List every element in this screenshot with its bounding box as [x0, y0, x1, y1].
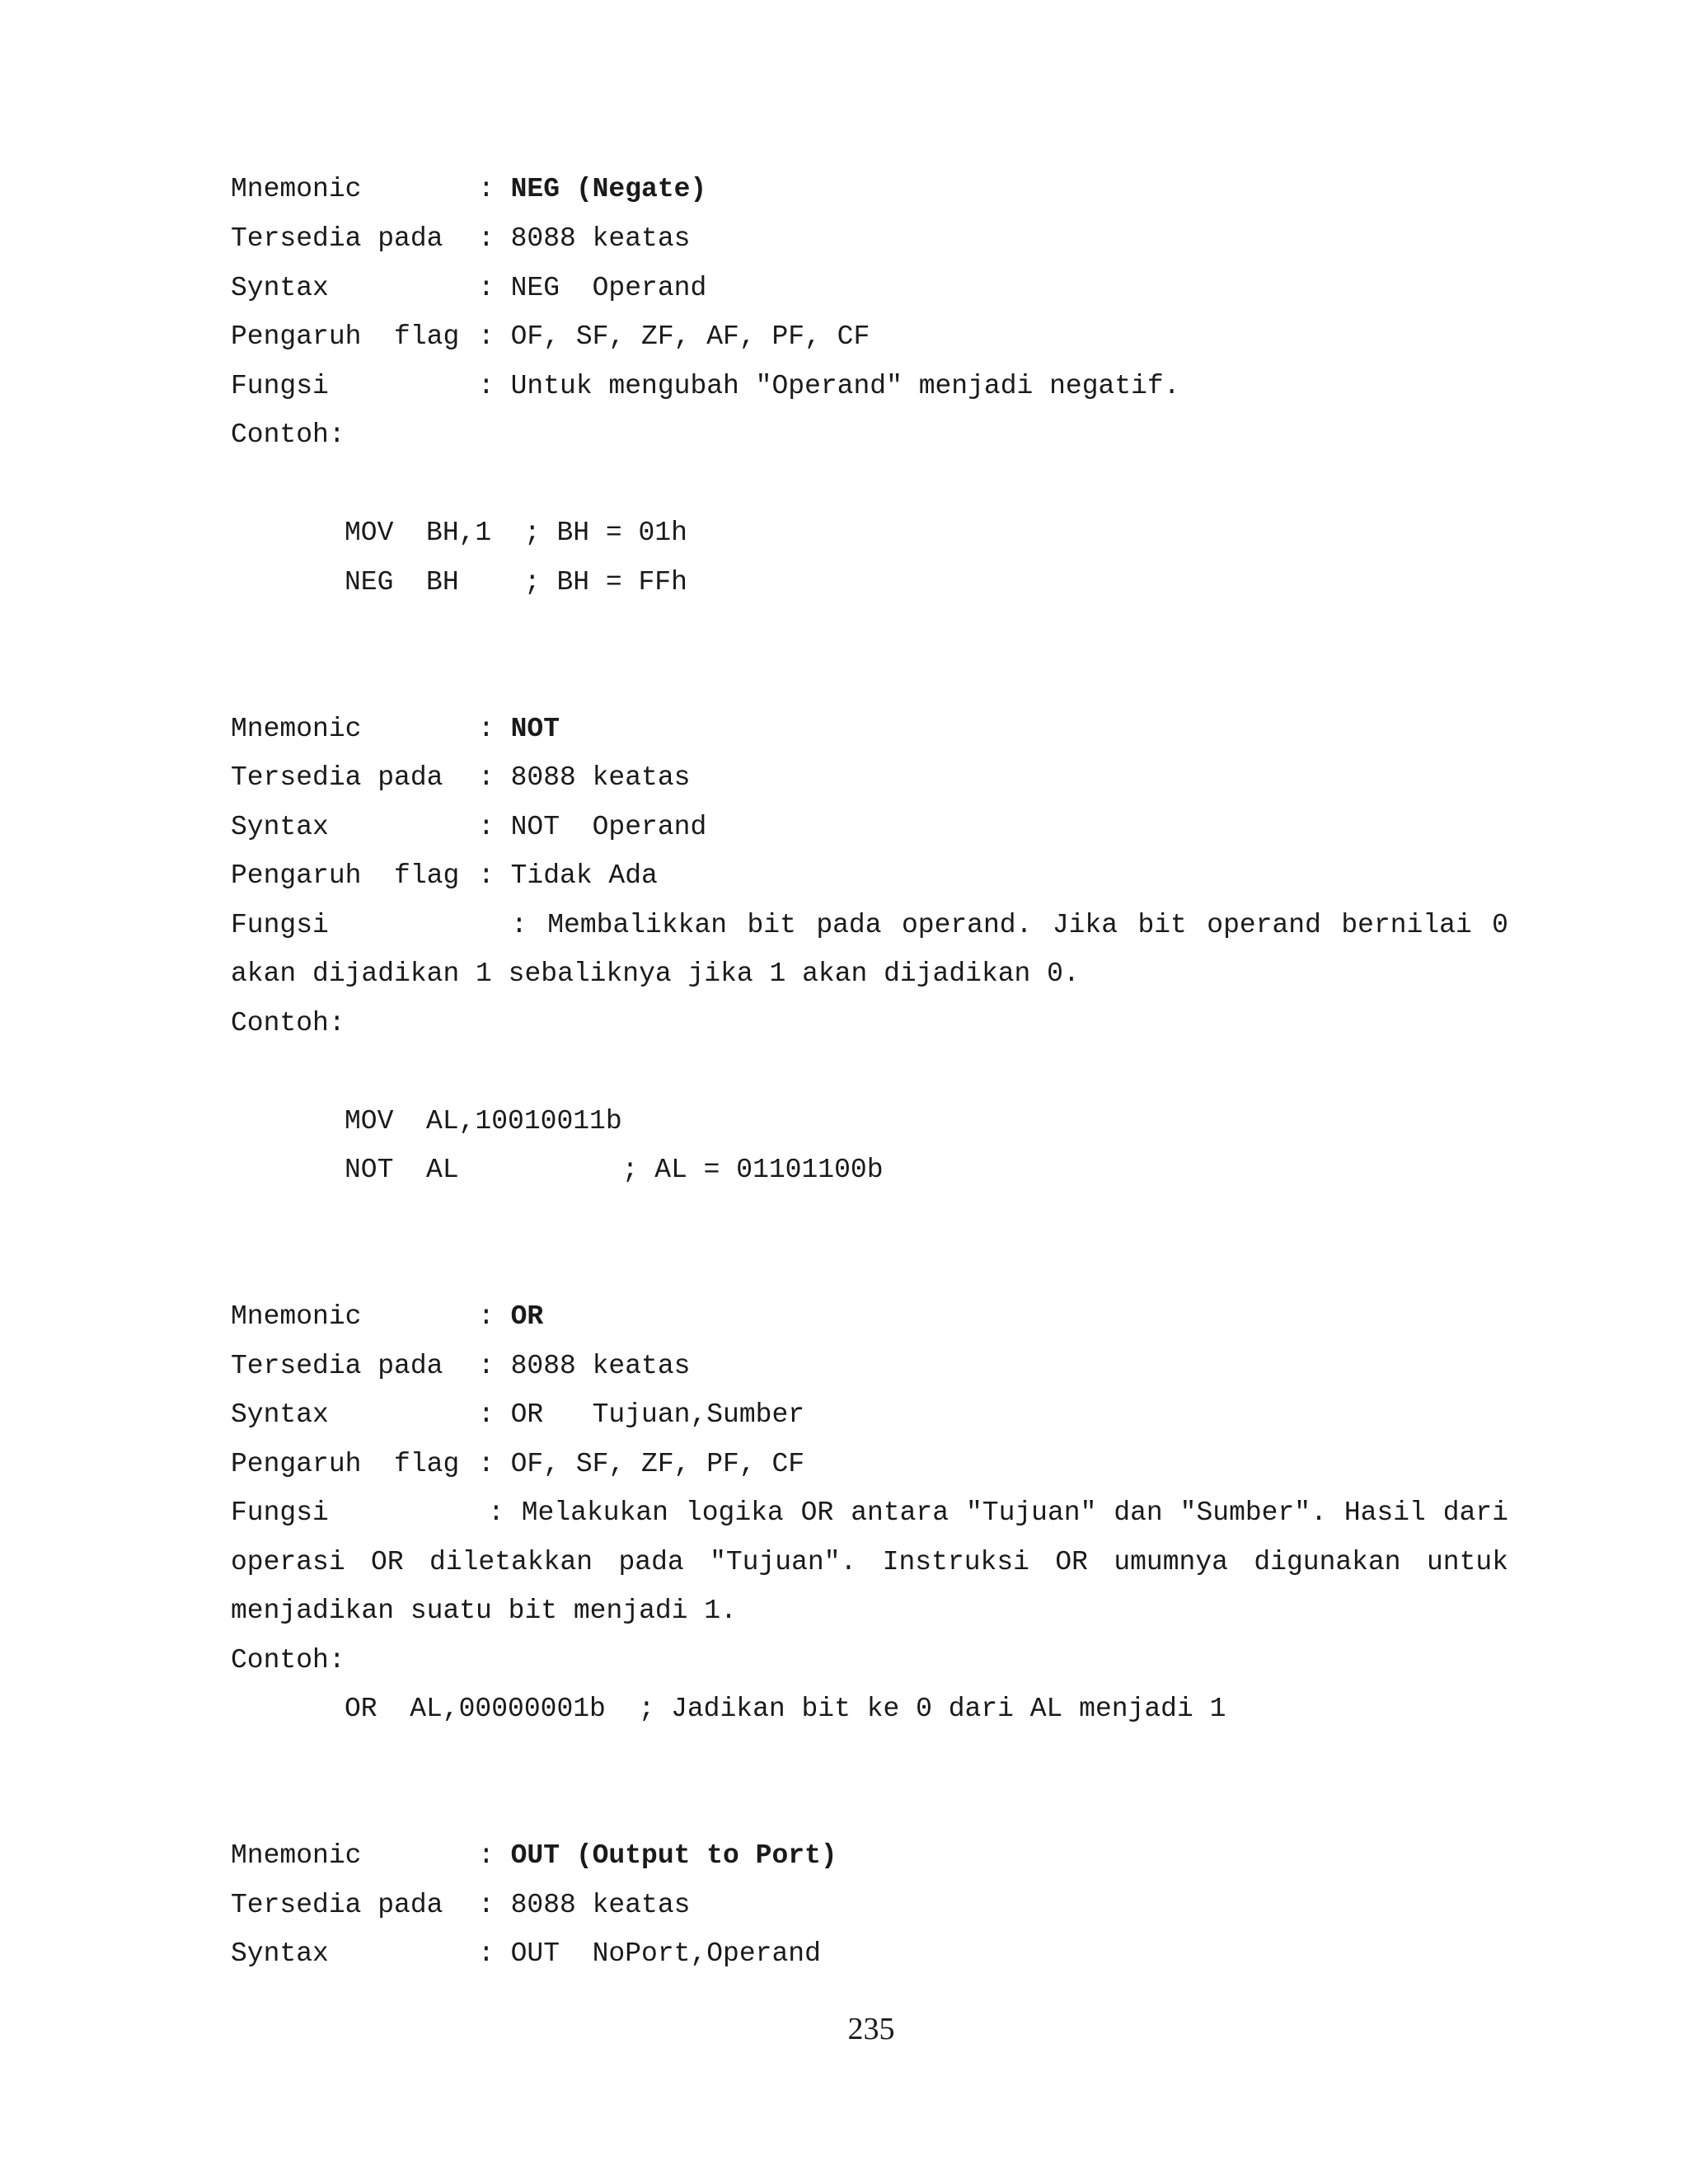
mnemonic-label: Mnemonic: [231, 174, 362, 204]
neg-code-line-2: NEG BH ; BH = FFh: [345, 567, 687, 598]
or-fungsi-line-2: operasi OR diletakkan pada "Tujuan". Instruksi OR umumnya digunakan untuk: [231, 1547, 1508, 1577]
separator: :: [478, 223, 511, 254]
out-mnemonic-value: OUT (Output to Port): [510, 1840, 837, 1871]
neg-tersedia-line: [231, 214, 690, 264]
neg-flag-value: OF, SF, ZF, AF, PF, CF: [510, 321, 870, 352]
or-mnemonic-value: OR: [510, 1301, 544, 1332]
not-fungsi-line-1: [231, 901, 1508, 950]
separator: :: [478, 1399, 511, 1430]
tersedia-label: Tersedia pada: [231, 1890, 443, 1920]
not-tersedia-line: [231, 753, 690, 803]
out-syntax-value: OUT NoPort,Operand: [510, 1938, 821, 1969]
neg-syntax-value: NEG Operand: [510, 273, 707, 303]
separator: :: [478, 1351, 511, 1381]
fungsi-label: Fungsi: [231, 910, 329, 940]
not-mnemonic-line: [231, 705, 560, 754]
separator: :: [478, 321, 511, 352]
not-code-line-2: NOT AL ; AL = 01101100b: [345, 1155, 884, 1185]
neg-contoh-label: Contoh:: [231, 419, 345, 450]
fungsi-label: Fungsi: [231, 371, 329, 401]
neg-fungsi-line: [231, 362, 1180, 411]
neg-syntax-line: [231, 264, 706, 313]
not-fungsi-value-1: : Membalikkan bit pada operand. Jika bit operand bernilai 0: [511, 910, 1508, 940]
mnemonic-label: Mnemonic: [231, 714, 362, 744]
syntax-label: Syntax: [231, 812, 329, 842]
separator: :: [478, 174, 511, 204]
fungsi-label: Fungsi: [231, 1497, 329, 1528]
or-flag-line: [231, 1440, 804, 1489]
or-syntax-line: [231, 1390, 804, 1440]
neg-mnemonic-value: NEG (Negate): [510, 174, 707, 204]
not-flag-line: [231, 851, 658, 901]
neg-mnemonic-line: [231, 165, 706, 214]
flag-label: Pengaruh flag: [231, 321, 460, 352]
not-fungsi-text-1: Membalikkan bit pada operand. Jika bit operand bernilai 0: [547, 910, 1508, 940]
separator: :: [478, 371, 511, 401]
not-contoh-label: Contoh:: [231, 1008, 345, 1038]
out-tersedia-line: [231, 1881, 690, 1930]
page-number: 235: [847, 2012, 895, 2046]
or-syntax-value: OR Tujuan,Sumber: [510, 1399, 805, 1430]
neg-tersedia-value: 8088 keatas: [510, 223, 691, 254]
or-tersedia-line: [231, 1342, 690, 1391]
tersedia-label: Tersedia pada: [231, 223, 443, 254]
or-contoh-label: Contoh:: [231, 1645, 345, 1675]
syntax-label: Syntax: [231, 1938, 329, 1969]
flag-label: Pengaruh flag: [231, 1449, 460, 1479]
neg-code-line-1: MOV BH,1 ; BH = 01h: [345, 518, 687, 548]
or-fungsi-value-1: : Melakukan logika OR antara "Tujuan" dan "Sumber". Hasil dari: [488, 1497, 1508, 1528]
neg-fungsi-value: Untuk mengubah "Operand" menjadi negatif.: [510, 371, 1180, 401]
tersedia-label: Tersedia pada: [231, 762, 443, 793]
separator: :: [478, 860, 511, 891]
or-fungsi-text-1: Melakukan logika OR antara "Tujuan" dan "Sumber". Hasil dari: [521, 1497, 1508, 1528]
tersedia-label: Tersedia pada: [231, 1351, 443, 1381]
neg-flag-line: [231, 312, 870, 362]
not-syntax-line: [231, 803, 706, 852]
separator: :: [478, 762, 511, 793]
separator: :: [478, 714, 511, 744]
not-syntax-value: NOT Operand: [510, 812, 707, 842]
flag-label: Pengaruh flag: [231, 860, 460, 891]
mnemonic-label: Mnemonic: [231, 1840, 362, 1871]
syntax-label: Syntax: [231, 1399, 329, 1430]
or-fungsi-line-1: [231, 1488, 1508, 1538]
separator: :: [478, 1938, 511, 1969]
out-tersedia-value: 8088 keatas: [510, 1890, 691, 1920]
or-code-line-1: OR AL,00000001b ; Jadikan bit ke 0 dari AL menjadi 1: [345, 1694, 1226, 1724]
out-syntax-line: [231, 1929, 821, 1979]
not-tersedia-value: 8088 keatas: [510, 762, 691, 793]
not-flag-value: Tidak Ada: [510, 860, 658, 891]
not-code-line-1: MOV AL,10010011b: [345, 1106, 622, 1137]
or-fungsi-line-3: menjadikan suatu bit menjadi 1.: [231, 1596, 737, 1626]
separator: :: [478, 1840, 511, 1871]
separator: :: [478, 1449, 511, 1479]
mnemonic-label: Mnemonic: [231, 1301, 362, 1332]
separator: :: [478, 812, 511, 842]
or-mnemonic-line: [231, 1292, 543, 1342]
out-mnemonic-line: [231, 1831, 837, 1881]
separator: :: [478, 1890, 511, 1920]
or-flag-value: OF, SF, ZF, PF, CF: [510, 1449, 805, 1479]
separator: :: [478, 273, 511, 303]
separator: :: [478, 1301, 511, 1332]
syntax-label: Syntax: [231, 273, 329, 303]
not-fungsi-line-2: akan dijadikan 1 sebaliknya jika 1 akan dijadikan 0.: [231, 958, 1080, 989]
not-mnemonic-value: NOT: [510, 714, 560, 744]
or-tersedia-value: 8088 keatas: [510, 1351, 691, 1381]
